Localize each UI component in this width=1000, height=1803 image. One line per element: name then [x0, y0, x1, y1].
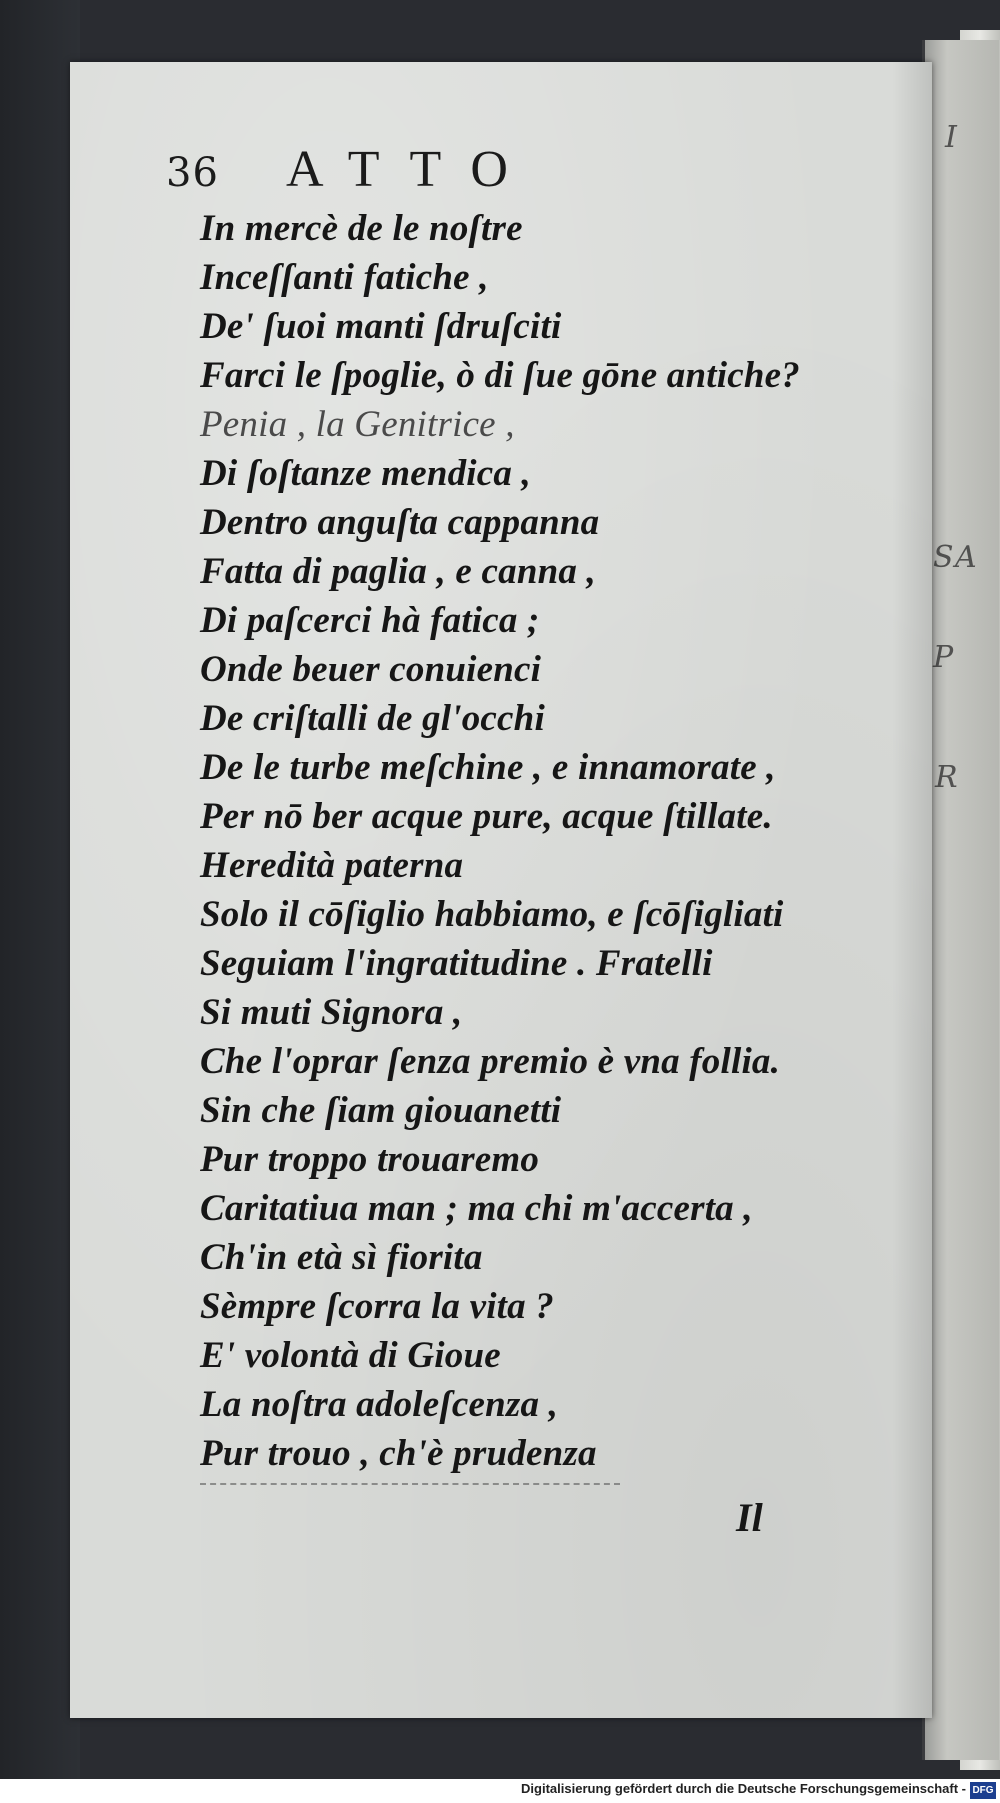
- verse-line: Inceſſanti fatiche ,: [200, 257, 489, 298]
- facing-page-fragment: S: [933, 540, 954, 575]
- catchword: Il: [736, 1495, 763, 1540]
- verse-line: Caritatiua man ; ma chi m'accerta ,: [200, 1188, 753, 1229]
- verse-line: Sèmpre ſcorra la vita ?: [200, 1286, 555, 1327]
- verse-line: Dentro anguſta cappanna: [200, 502, 600, 543]
- verse-line: Onde beuer conuienci: [200, 649, 542, 690]
- verse-line: Per nō ber acque pure, acque ſtillate.: [200, 796, 773, 837]
- verse-line: Pur troppo trouaremo: [200, 1139, 540, 1180]
- page-shadow: [892, 62, 932, 1718]
- verse-line: Che l'oprar ſenza premio è vna follia.: [200, 1041, 781, 1082]
- facing-page-fragment: I: [945, 120, 957, 155]
- dfg-logo-icon: DFG: [970, 1782, 996, 1799]
- verse-line: Di paſcerci hà fatica ;: [200, 600, 540, 641]
- verse-line: E' volontà di Gioue: [200, 1335, 501, 1376]
- verse-line: Fatta di paglia , e canna ,: [200, 551, 596, 592]
- verse-line: Pur trouo , ch'è prudenza: [200, 1433, 597, 1474]
- facing-page-fragment: A: [955, 540, 977, 575]
- verse-line: Ch'in età sì fiorita: [200, 1237, 483, 1278]
- footer-bar: [0, 1779, 1000, 1803]
- page-number: 36: [166, 150, 219, 196]
- verse-line: De criſtalli de gl'occhi: [200, 698, 545, 739]
- verse-line: La noſtra adoleſcenza ,: [200, 1384, 559, 1425]
- verse-line: Si muti Signora ,: [200, 992, 463, 1033]
- verse-line: Heredità paterna: [200, 845, 464, 886]
- verse-line: Seguiam l'ingratitudine . Fratelli: [200, 943, 713, 984]
- book-backdrop: [0, 0, 80, 1803]
- verse-block: [200, 204, 840, 1478]
- verse-line: De' ſuoi manti ſdruſciti: [200, 306, 562, 347]
- verse-line: Penia , la Genitrice ,: [200, 404, 515, 445]
- funding-credit: Digitalisierung gefördert durch die Deutsche Forschungsgemeinschaft -: [521, 1781, 966, 1796]
- printed-rule: [200, 1483, 620, 1485]
- verse-line: Solo il cōſiglio habbiamo, e ſcōſigliati: [200, 894, 784, 935]
- facing-page: [922, 40, 999, 1760]
- facing-page-fragment: P: [933, 640, 954, 675]
- facing-page-fragment: R: [935, 760, 958, 795]
- verse-line: Farci le ſpoglie, ò di ſue gōne antiche?: [200, 355, 800, 396]
- verse-line: Sin che ſiam giouanetti: [200, 1090, 562, 1131]
- verse-line: In mercè de le noſtre: [200, 208, 523, 249]
- verse-line: Di ſoſtanze mendica ,: [200, 453, 532, 494]
- verse-line: De le turbe meſchine , e innamorate ,: [200, 747, 776, 788]
- running-title: ATTO: [286, 141, 538, 198]
